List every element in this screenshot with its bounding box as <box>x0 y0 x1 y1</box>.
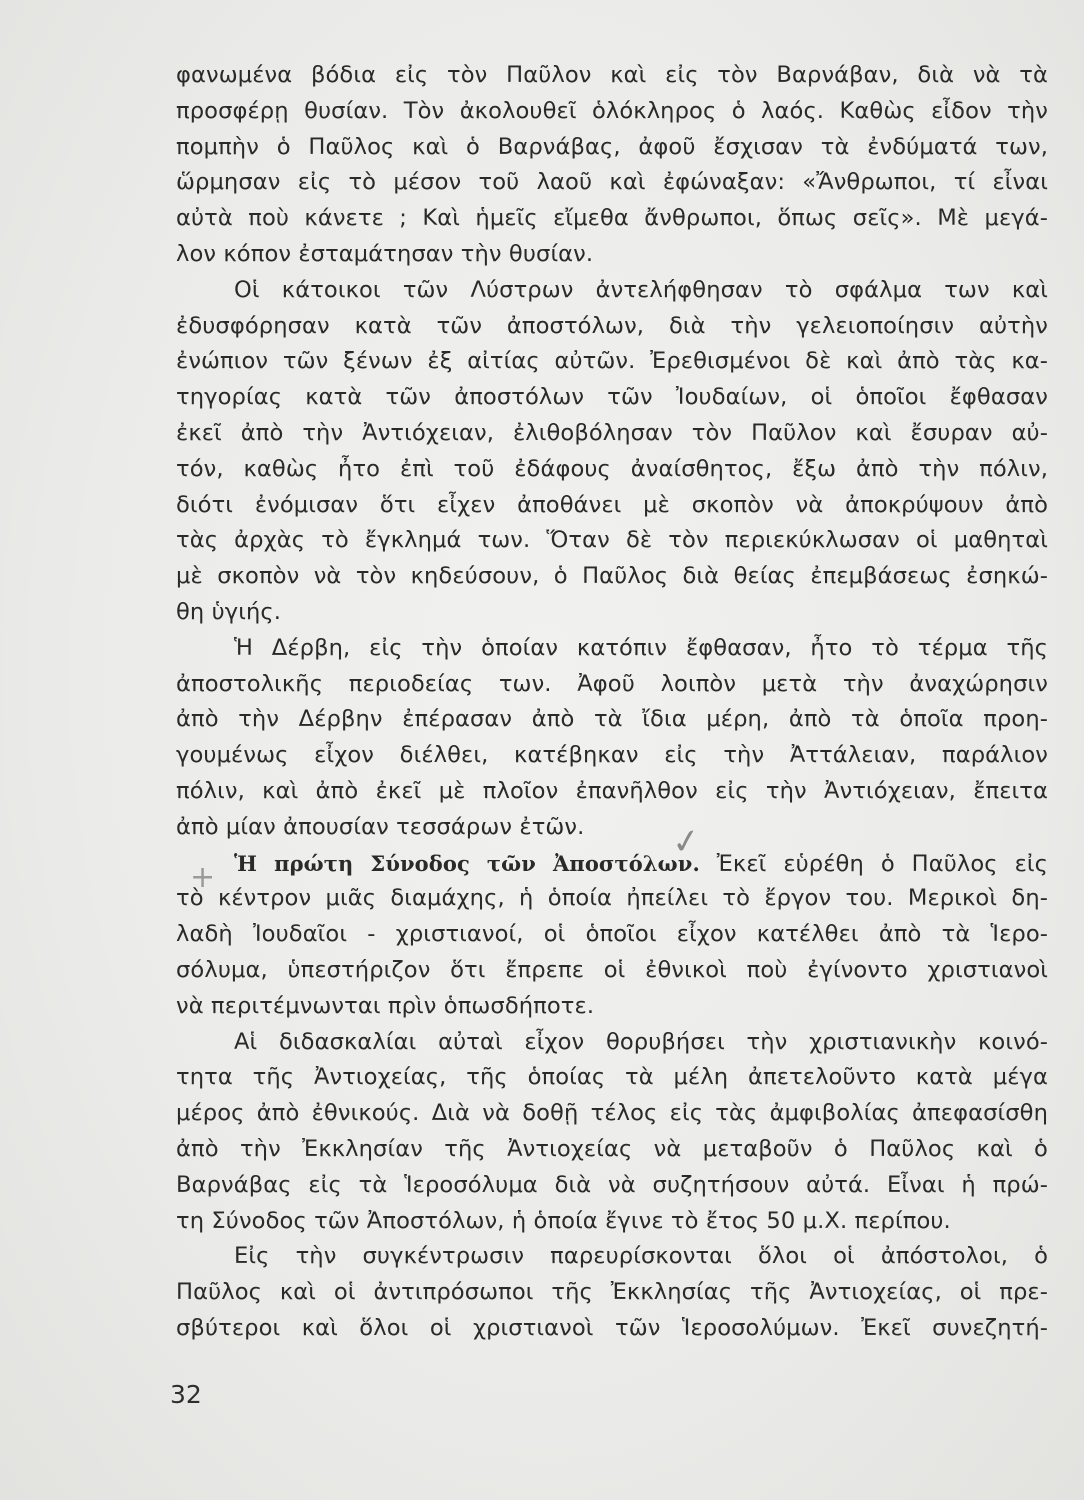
text-line: ἀπὸ τὴν Δέρβην ἐπέρασαν ἀπὸ τὰ ἴδια μέρη, ἀπὸ τὰ ὁποῖα προη- <box>176 706 1048 733</box>
text-line: τητα τῆς Ἀντιοχείας, τῆς ὁποίας τὰ μέλη ἀπετελοῦντο κατὰ μέγα <box>176 1064 1048 1091</box>
page-number: 32 <box>170 1380 202 1409</box>
text-line: τόν, καθὼς ἦτο ἐπὶ τοῦ ἐδάφους ἀναίσθητος, ἔξω ἀπὸ τὴν πόλιν, <box>176 455 1048 482</box>
text-line: διότι ἐνόμισαν ὅτι εἶχεν ἀποθάνει μὲ σκοπὸν νὰ ἀποκρύψουν ἀπὸ <box>176 491 1048 518</box>
text-line: θη ὑγιής. <box>176 598 282 625</box>
text-line: μέρος ἀπὸ ἐθνικούς. Διὰ νὰ δοθῇ τέλος εἰς τὰς ἀμφιβολίας ἀπεφασίσθη <box>176 1100 1048 1127</box>
section-heading: Ἡ πρώτη Σύνοδος τῶν Ἀποστόλων. <box>234 850 700 876</box>
pencil-cross-mark-icon: + <box>190 860 216 895</box>
text-line: φανωμένα βόδια εἰς τὸν Παῦλον καὶ εἰς τὸν Βαρνάβαν, διὰ νὰ τὰ <box>176 62 1048 88</box>
text-line: τη Σύνοδος τῶν Ἀποστόλων, ἡ ὁποία ἔγινε τὸ ἔτος 50 μ.Χ. περίπου. <box>176 1207 951 1234</box>
text-line: τὸ κέντρον μιᾶς διαμάχης, ἡ ὁποία ἠπείλει τὸ ἔργον του. Μερικοὶ δη- <box>176 885 1048 912</box>
text-line: ἀπὸ μίαν ἀπουσίαν τεσσάρων ἐτῶν. <box>176 813 585 840</box>
text-line: Παῦλος καὶ οἱ ἀντιπρόσωποι τῆς Ἐκκλησίας τῆς Ἀντιοχείας, οἱ πρε- <box>176 1279 1048 1306</box>
text-line: μὲ σκοπὸν νὰ τὸν κηδεύσουν, ὁ Παῦλος διὰ θείας ἐπεμβάσεως ἐσηκώ- <box>176 563 1048 590</box>
paragraph-start-line: Ἡ Δέρβη, εἰς τὴν ὁποίαν κατόπιν ἔφθασαν, ἦτο τὸ τέρμα τῆς <box>234 634 1048 661</box>
paragraph-start-line: Αἱ διδασκαλίαι αὐταὶ εἶχον θορυβήσει τὴν χριστιανικὴν κοινό- <box>234 1028 1048 1055</box>
text-line: λαδὴ Ἰουδαῖοι - χριστιανοί, οἱ ὁποῖοι εἶχον κατέλθει ἀπὸ τὰ Ἱερο- <box>176 921 1048 948</box>
paragraph-start-line: Οἱ κάτοικοι τῶν Λύστρων ἀντελήφθησαν τὸ σφάλμα των καὶ <box>234 276 1048 303</box>
text-line: αὐτὰ ποὺ κάνετε ; Καὶ ἡμεῖς εἴμεθα ἄνθρωποι, ὅπως σεῖς». Μὲ μεγά- <box>176 205 1048 232</box>
text-line: προσφέρῃ θυσίαν. Τὸν ἀκολουθεῖ ὁλόκληρος ὁ λαός. Καθὼς εἶδον τὴν <box>176 97 1048 124</box>
body-text <box>176 58 1048 1347</box>
text-line: σόλυμα, ὑπεστήριζον ὅτι ἔπρεπε οἱ ἐθνικοὶ ποὺ ἐγίνοντο χριστιανοὶ <box>176 956 1048 983</box>
text-line: νὰ περιτέμνωνται πρὶν ὁπωσδήποτε. <box>176 992 595 1019</box>
text-line: λον κόπον ἐσταμάτησαν τὴν θυσίαν. <box>176 240 594 267</box>
pencil-check-mark-icon: ✓ <box>669 820 704 864</box>
text-line: ἀπὸ τὴν Ἐκκλησίαν τῆς Ἀντιοχείας νὰ μεταβοῦν ὁ Παῦλος καὶ ὁ <box>176 1135 1048 1162</box>
text-line: ἐδυσφόρησαν κατὰ τῶν ἀποστόλων, διὰ τὴν γελειοποίησιν αὐτὴν <box>176 312 1048 339</box>
text-line: πομπὴν ὁ Παῦλος καὶ ὁ Βαρνάβας, ἀφοῦ ἔσχισαν τὰ ἐνδύματά των, <box>176 133 1048 160</box>
text-line: σβύτεροι καὶ ὅλοι οἱ χριστιανοὶ τῶν Ἱεροσολύμων. Ἐκεῖ συνεζητή- <box>176 1314 1048 1341</box>
text-line: πόλιν, καὶ ἀπὸ ἐκεῖ μὲ πλοῖον ἐπανῆλθον εἰς τὴν Ἀντιόχειαν, ἔπειτα <box>176 777 1048 804</box>
text-line: γουμένως εἶχον διέλθει, κατέβηκαν εἰς τὴν Ἀττάλειαν, παράλιον <box>176 742 1048 769</box>
paragraph-start-line: Εἰς τὴν συγκέντρωσιν παρευρίσκονται ὅλοι οἱ ἀπόστολοι, ὁ <box>234 1243 1048 1270</box>
text-line: ἐνώπιον τῶν ξένων ἐξ αἰτίας αὐτῶν. Ἐρεθισμένοι δὲ καὶ ἀπὸ τὰς κα- <box>176 348 1048 375</box>
text-line: τηγορίας κατὰ τῶν ἀποστόλων τῶν Ἰουδαίων, οἱ ὁποῖοι ἔφθασαν <box>176 384 1048 411</box>
text-line: ἀποστολικῆς περιοδείας των. Ἀφοῦ λοιπὸν μετὰ τὴν ἀναχώρησιν <box>176 670 1048 697</box>
text-line: τὰς ἀρχὰς τὸ ἔγκλημά των. Ὅταν δὲ τὸν περιεκύκλωσαν οἱ μαθηταὶ <box>176 527 1048 554</box>
heading-line-text: Ἐκεῖ εὑρέθη ὁ Παῦλος εἰς <box>699 850 1048 877</box>
text-line: Βαρνάβας εἰς τὰ Ἱεροσόλυμα διὰ νὰ συζητήσουν αὐτά. Εἶναι ἡ πρώ- <box>176 1171 1048 1198</box>
text-line: ὥρμησαν εἰς τὸ μέσον τοῦ λαοῦ καὶ ἐφώναξαν: «Ἄνθρωποι, τί εἶναι <box>176 169 1048 196</box>
text-line: ἐκεῖ ἀπὸ τὴν Ἀντιόχειαν, ἐλιθοβόλησαν τὸν Παῦλον καὶ ἔσυραν αὐ- <box>176 419 1048 446</box>
section-heading-line <box>176 846 1048 882</box>
